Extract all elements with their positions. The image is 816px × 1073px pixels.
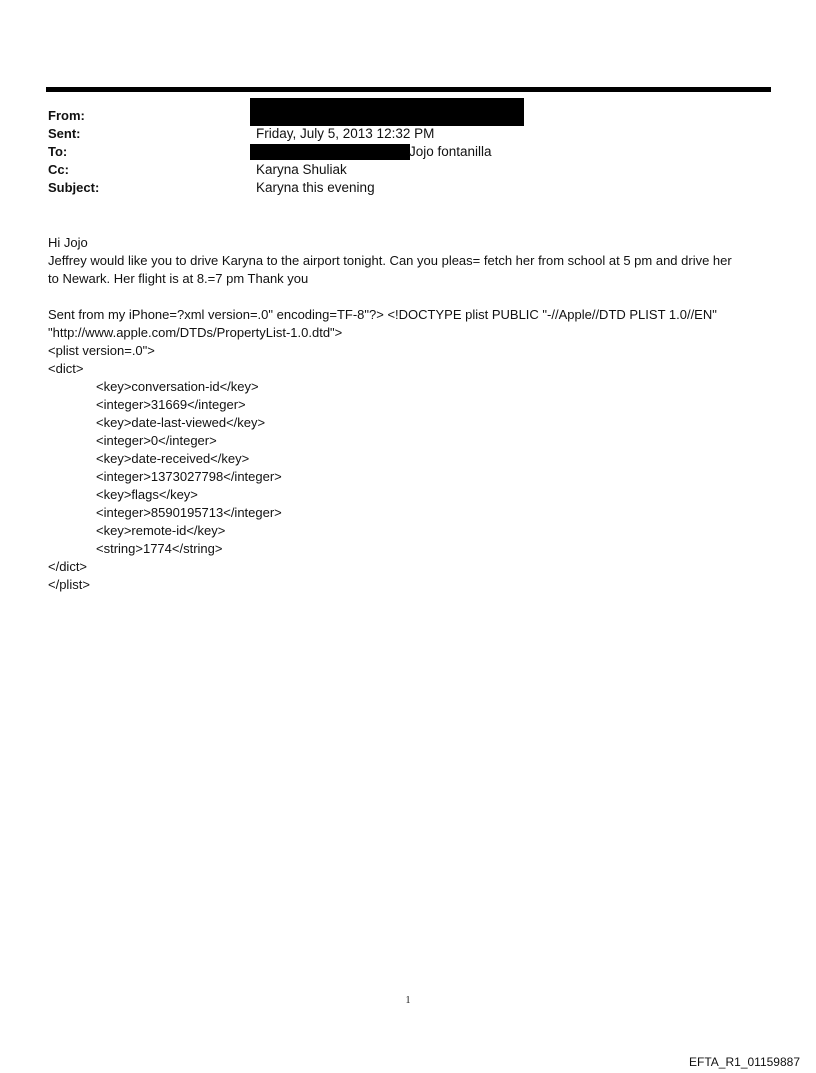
- bates-number: EFTA_R1_01159887: [689, 1055, 800, 1069]
- cc-label: Cc:: [48, 162, 69, 177]
- sent-label: Sent:: [48, 126, 81, 141]
- dict-open: <dict>: [48, 361, 84, 376]
- dict-entry: <integer>1373027798</integer>: [96, 469, 282, 484]
- subject-value: Karyna this evening: [256, 180, 375, 195]
- plist-open: <plist version=.0">: [48, 343, 155, 358]
- dict-entry: <key>remote-id</key>: [96, 523, 226, 538]
- message-line-1: Jeffrey would like you to drive Karyna to the airport tonight. Can you pleas= fetch her from school at 5 pm and drive her: [48, 253, 732, 268]
- plist-close: </plist>: [48, 577, 90, 592]
- to-label: To:: [48, 144, 68, 159]
- dict-entry: <key>flags</key>: [96, 487, 198, 502]
- to-value: Jojo fontanilla: [409, 144, 492, 159]
- from-label: From:: [48, 108, 85, 123]
- to-redaction: [250, 144, 410, 160]
- dict-entry: <key>conversation-id</key>: [96, 379, 259, 394]
- sent-value: Friday, July 5, 2013 12:32 PM: [256, 126, 435, 141]
- from-redaction: [250, 98, 524, 126]
- dict-entry: <integer>0</integer>: [96, 433, 217, 448]
- dict-entry: <integer>31669</integer>: [96, 397, 246, 412]
- dict-entry: <key>date-last-viewed</key>: [96, 415, 266, 430]
- header-rule: [46, 87, 771, 92]
- cc-value: Karyna Shuliak: [256, 162, 347, 177]
- dict-entry: <integer>8590195713</integer>: [96, 505, 282, 520]
- page-number: 1: [405, 995, 411, 1006]
- dict-entry: <key>date-received</key>: [96, 451, 250, 466]
- greeting: Hi Jojo: [48, 235, 88, 250]
- message-line-2: to Newark. Her flight is at 8.=7 pm Thank you: [48, 271, 309, 286]
- signature-line-1: Sent from my iPhone=?xml version=.0" encoding=TF-8"?> <!DOCTYPE plist PUBLIC "-//Apple//DTD PLIST 1.0//EN": [48, 307, 717, 322]
- signature-line-2: "http://www.apple.com/DTDs/PropertyList-1.0.dtd">: [48, 325, 343, 340]
- subject-label: Subject:: [48, 180, 100, 195]
- dict-close: </dict>: [48, 559, 88, 574]
- dict-entry: <string>1774</string>: [96, 541, 223, 556]
